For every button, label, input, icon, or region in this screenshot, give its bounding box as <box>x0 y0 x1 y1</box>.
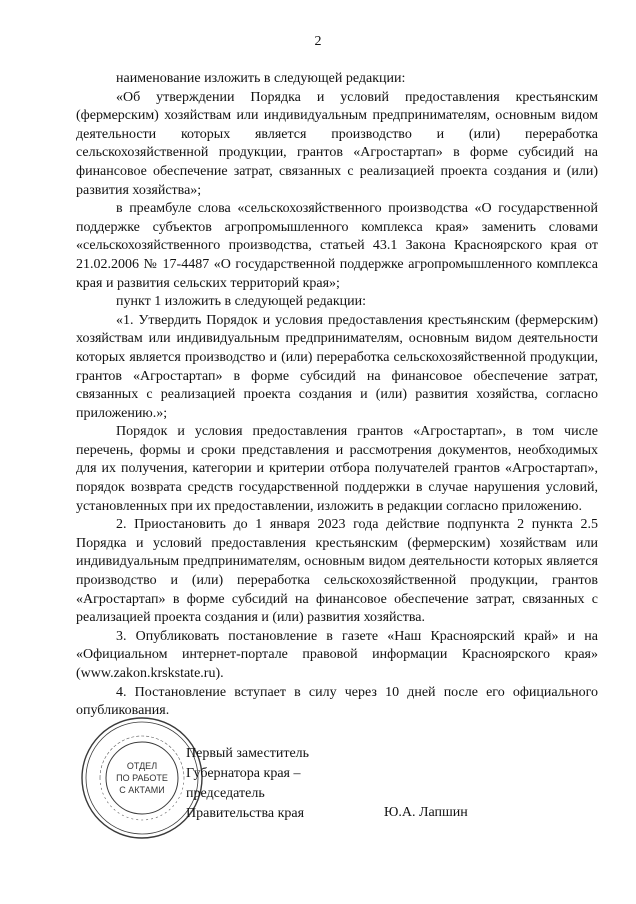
paragraph: в преамбуле слова «сельскохозяйственного производства «О государственной поддержке субъектов агропромышленного комплекса края» заменить словами «сельскохозяйственного производства, статьей 43.1 Закона Красноярского края от 21.02.2006 № 17-4487 «О государственной поддержке агропромышленного комплекса края и развития сельских территорий края»; <box>76 201 598 291</box>
stamp-line: С АКТАМИ <box>119 785 165 795</box>
signatory-title-line: Правительства края <box>186 806 305 821</box>
document-body <box>76 70 598 721</box>
paragraph: 3. Опубликовать постановление в газете «Наш Красноярский край» и на «Официальном интернет-портале правовой информации Красноярского края» (www.zakon.krskstate.ru). <box>76 628 598 681</box>
page-number: 2 <box>314 34 322 49</box>
stamp-line: ОТДЕЛ <box>126 761 158 771</box>
stamp-line: ПО РАБОТЕ <box>116 773 168 783</box>
paragraph: 2. Приостановить до 1 января 2023 года действие подпункта 2 пункта 2.5 Порядка и условий предоставления крестьянским (фермерским) хозяйствам или индивидуальным предпринимателям, основным видом деятельности которых является производство и (или) переработка сельскохозяйственной продукции, грантов «Агростартап» в форме субсидий на финансовое обеспечение затрат, связанных с реализацией проекта создания и (или) развития хозяйства. <box>76 517 598 626</box>
paragraph: «1. Утвердить Порядок и условия предоставления крестьянским (фермерским) хозяйствам или индивидуальным предпринимателям, основным видом деятельности которых является производство и (или) переработка сельскохозяйственной продукции, грантов «Агростартап» в форме субсидий на финансовое обеспечение затрат, связанных с реализацией проекта создания и (или) развития хозяйства, согласно приложению.»; <box>76 312 598 421</box>
paragraph: наименование изложить в следующей редакции: <box>116 71 406 86</box>
signatory-title-line: председатель <box>186 786 265 801</box>
signatory-title-line: Губернатора края – <box>186 766 301 781</box>
signatory-title <box>186 744 386 824</box>
signatory-title-line: Первый заместитель <box>186 746 310 761</box>
paragraph: 4. Постановление вступает в силу через 10 дней после его официального опубликования. <box>76 684 598 719</box>
signatory-name: Ю.А. Лапшин <box>384 805 468 820</box>
paragraph: Порядок и условия предоставления грантов «Агростартап», в том числе перечень, формы и сроки представления и рассмотрения документов, необходимых для их получения, категории и критерии отбора получателей грантов «Агростартап», порядок возврата средств государственной поддержки в случае нарушения условий, установленных при их предоставлении, изложить в редакции согласно приложению. <box>76 424 598 514</box>
paragraph: «Об утверждении Порядка и условий предоставления крестьянским (фермерским) хозяйствам или индивидуальным предпринимателям, основным видом деятельности которых является производство и (или) переработка сельскохозяйственной продукции, грантов «Агростартап» в форме субсидий на финансовое обеспечение затрат, связанных с реализацией проекта создания и (или) развития хозяйства»; <box>76 89 598 198</box>
paragraph: пункт 1 изложить в следующей редакции: <box>116 294 366 310</box>
signature-block <box>0 744 636 844</box>
